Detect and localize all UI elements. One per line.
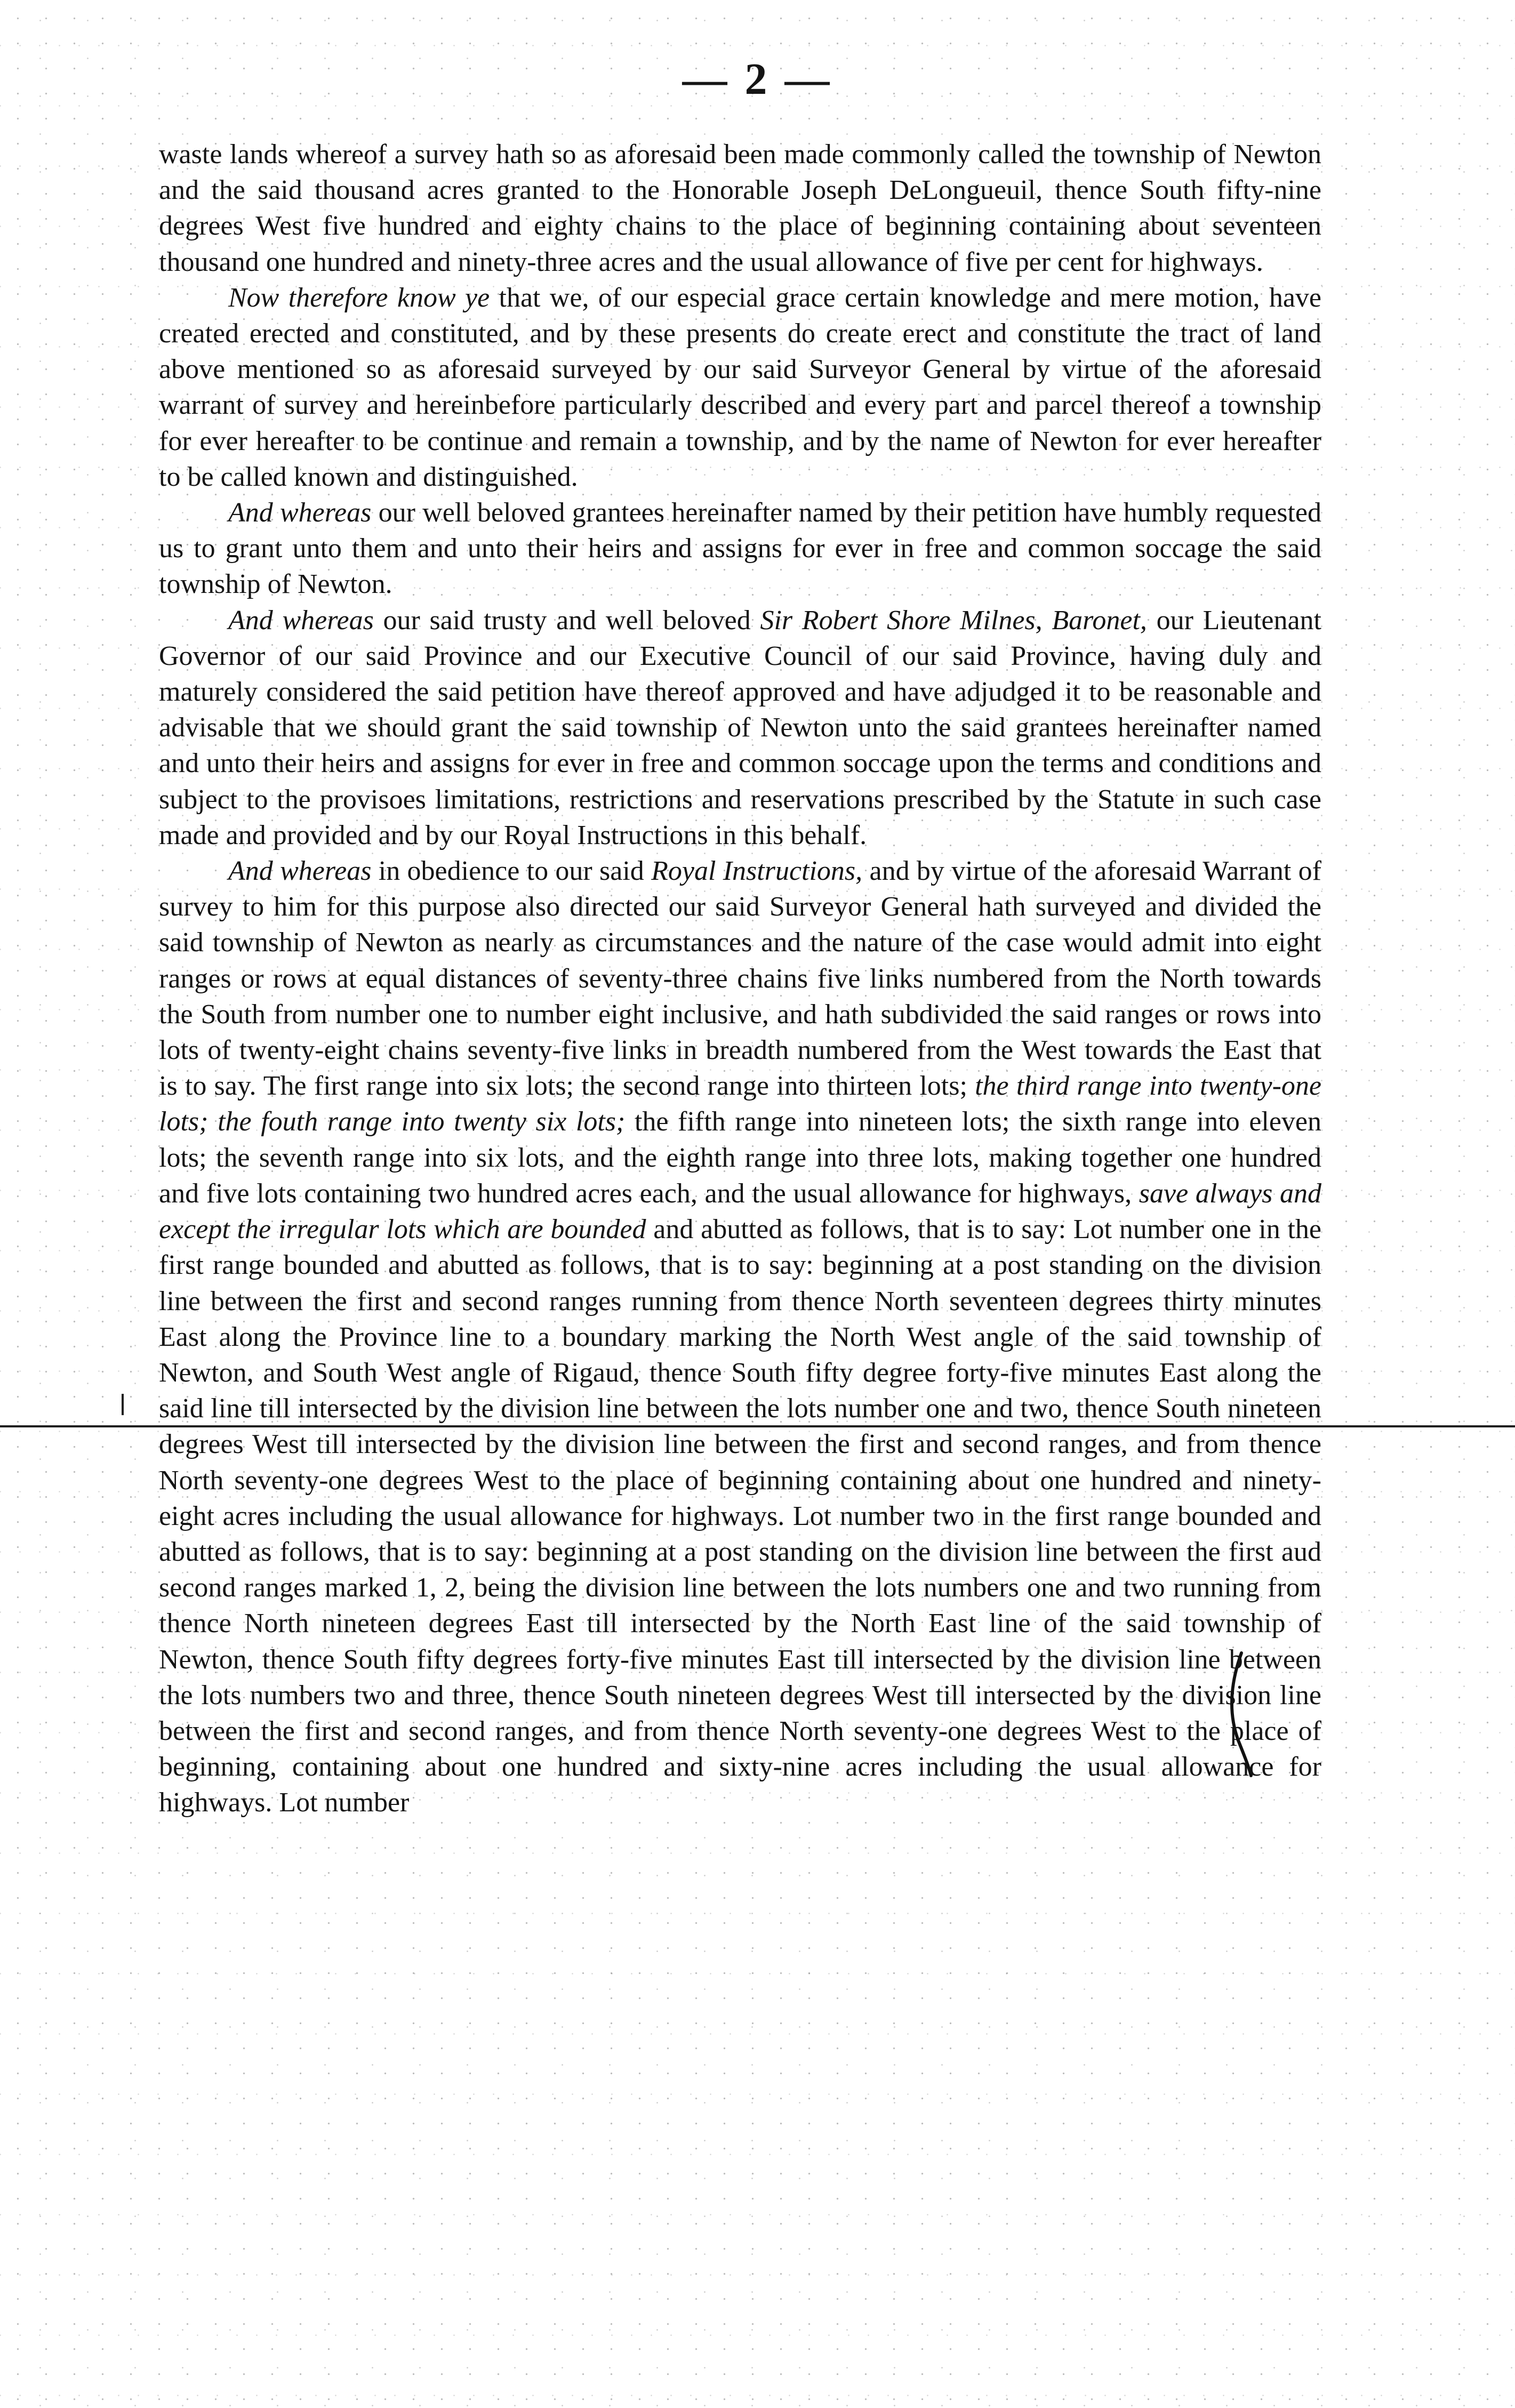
italic-segment: Now therefore know ye bbox=[228, 282, 490, 313]
italic-segment: And whereas bbox=[228, 605, 374, 636]
paragraph-5 bbox=[159, 853, 1321, 1820]
text-segment: in obedience to our said bbox=[371, 856, 652, 887]
text-segment: and abutted as follows, that is to say: Lot number one in the first range bounded and abutted as follows, that is to say: beginning at a post standing on the division line between the first and second ranges running from thence North seventeen degrees thirty minutes East along the Province line to a boundary marking the North West angle of the said township of Newton, and South West angle of Rigaud, thence South fifty degree forty-five minutes East along the said line till intersected by the division line between the lots number one and two, thence South nineteen degrees West till intersected by the division line between the first and second ranges, and from thence North seventy-one degrees West to the place of beginning containing about one hundred and ninety-eight acres including the usual allowance for highways. Lot number two in the first range bounded and abutted as follows, that is to say: beginning at a post standing on the division line between the first aud second ranges marked 1, 2, being the division line between the lots numbers one and two running from thence North nineteen degrees East till intersected by the North East line of the said township of Newton, thence South fifty degrees forty-five minutes East till intersected by the division line between the lots numbers two and three, thence South nineteen degrees West till intersected by the division line between the first and second ranges, and from thence North seventy-one degrees West to the place of beginning, containing about one hundred and sixty-nine acres including the usual allowance for highways. Lot number bbox=[159, 1214, 1322, 1818]
text-segment: our said trusty and well beloved bbox=[373, 605, 760, 636]
text-segment: our well beloved grantees hereinafter named by their petition have humbly requested us to grant unto them and unto their heirs and assigns for ever in free and common soccage the said township of Newton. bbox=[159, 497, 1322, 600]
italic-segment: And whereas bbox=[228, 497, 372, 528]
italic-segment: And whereas bbox=[228, 856, 372, 887]
paragraph-2 bbox=[159, 280, 1321, 495]
text-segment: waste lands whereof a survey hath so as aforesaid been made commonly called the township of Newton and the said thousand acres granted to the Honorable Joseph DeLongueuil, thence South fifty-nine degrees West five hundred and eighty chains to the place of beginning containing about seventeen thousand one hundred and ninety-three acres and the usual allowance of five per cent for highways. bbox=[159, 139, 1321, 277]
text-segment: the fifth range into nineteen lots; the sixth range into eleven lots; the seventh range into six lots, and the eighth range into three lots, making together one hundred and five lots containing two hundred acres each, and the usual allowance for highways, bbox=[159, 1106, 1322, 1209]
italic-segment: Royal Instructions, bbox=[651, 856, 863, 887]
margin-tick-mark bbox=[122, 1394, 124, 1415]
scan-fold-line bbox=[0, 1425, 1515, 1427]
paragraph-1 bbox=[159, 137, 1321, 280]
italic-segment: save always and except the irregular lots which are bounded bbox=[159, 1178, 1322, 1245]
italic-segment: the third range into twenty-one lots; the fouth range into twenty six lots; bbox=[159, 1071, 1321, 1137]
document-body bbox=[159, 137, 1321, 1821]
text-segment: and by virtue of the aforesaid Warrant of survey to him for this purpose also directed our said Surveyor General hath surveyed and divided the said township of Newton as nearly as circumstances and the nature of the case would admit into eight ranges or rows at equal distances of seventy-three chains five links numbered from the North towards the South from number one to number eight inclusive, and hath subdivided the said ranges or rows into lots of twenty-eight chains seventy-five links in breadth numbered from the West towards the East that is to say. The first range into six lots; the second range into thirteen lots; bbox=[159, 856, 1321, 1102]
italic-segment: Sir Robert Shore Milnes, Baronet, bbox=[760, 605, 1147, 636]
text-segment: our Lieutenant Governor of our said Province and our Executive Council of our said Province, having duly and maturely considered the said petition have thereof approved and have adjudged it to be reasonable and advisable that we should grant the said township of Newton unto the said grantees hereinafter named and unto their heirs and assigns for ever in free and common soccage upon the terms and conditions and subject to the provisoes limitations, restrictions and reservations prescribed by the Statute in such case made and provided and by our Royal Instructions in this behalf. bbox=[159, 605, 1321, 850]
paragraph-4 bbox=[159, 603, 1321, 853]
page-number: — 2 — bbox=[682, 54, 833, 104]
paragraph-3 bbox=[159, 495, 1321, 603]
handwritten-pen-mark bbox=[1217, 1650, 1260, 1778]
text-segment: that we, of our especial grace certain knowledge and mere motion, have created erected and constituted, and by these presents do create erect and constitute the tract of land above mentioned so as aforesaid surveyed by our said Surveyor General by virtue of the aforesaid warrant of survey and hereinbefore particularly described and every part and parcel thereof a township for ever hereafter to be continue and remain a township, and by the name of Newton for ever hereafter to be called known and distinguished. bbox=[159, 282, 1321, 492]
